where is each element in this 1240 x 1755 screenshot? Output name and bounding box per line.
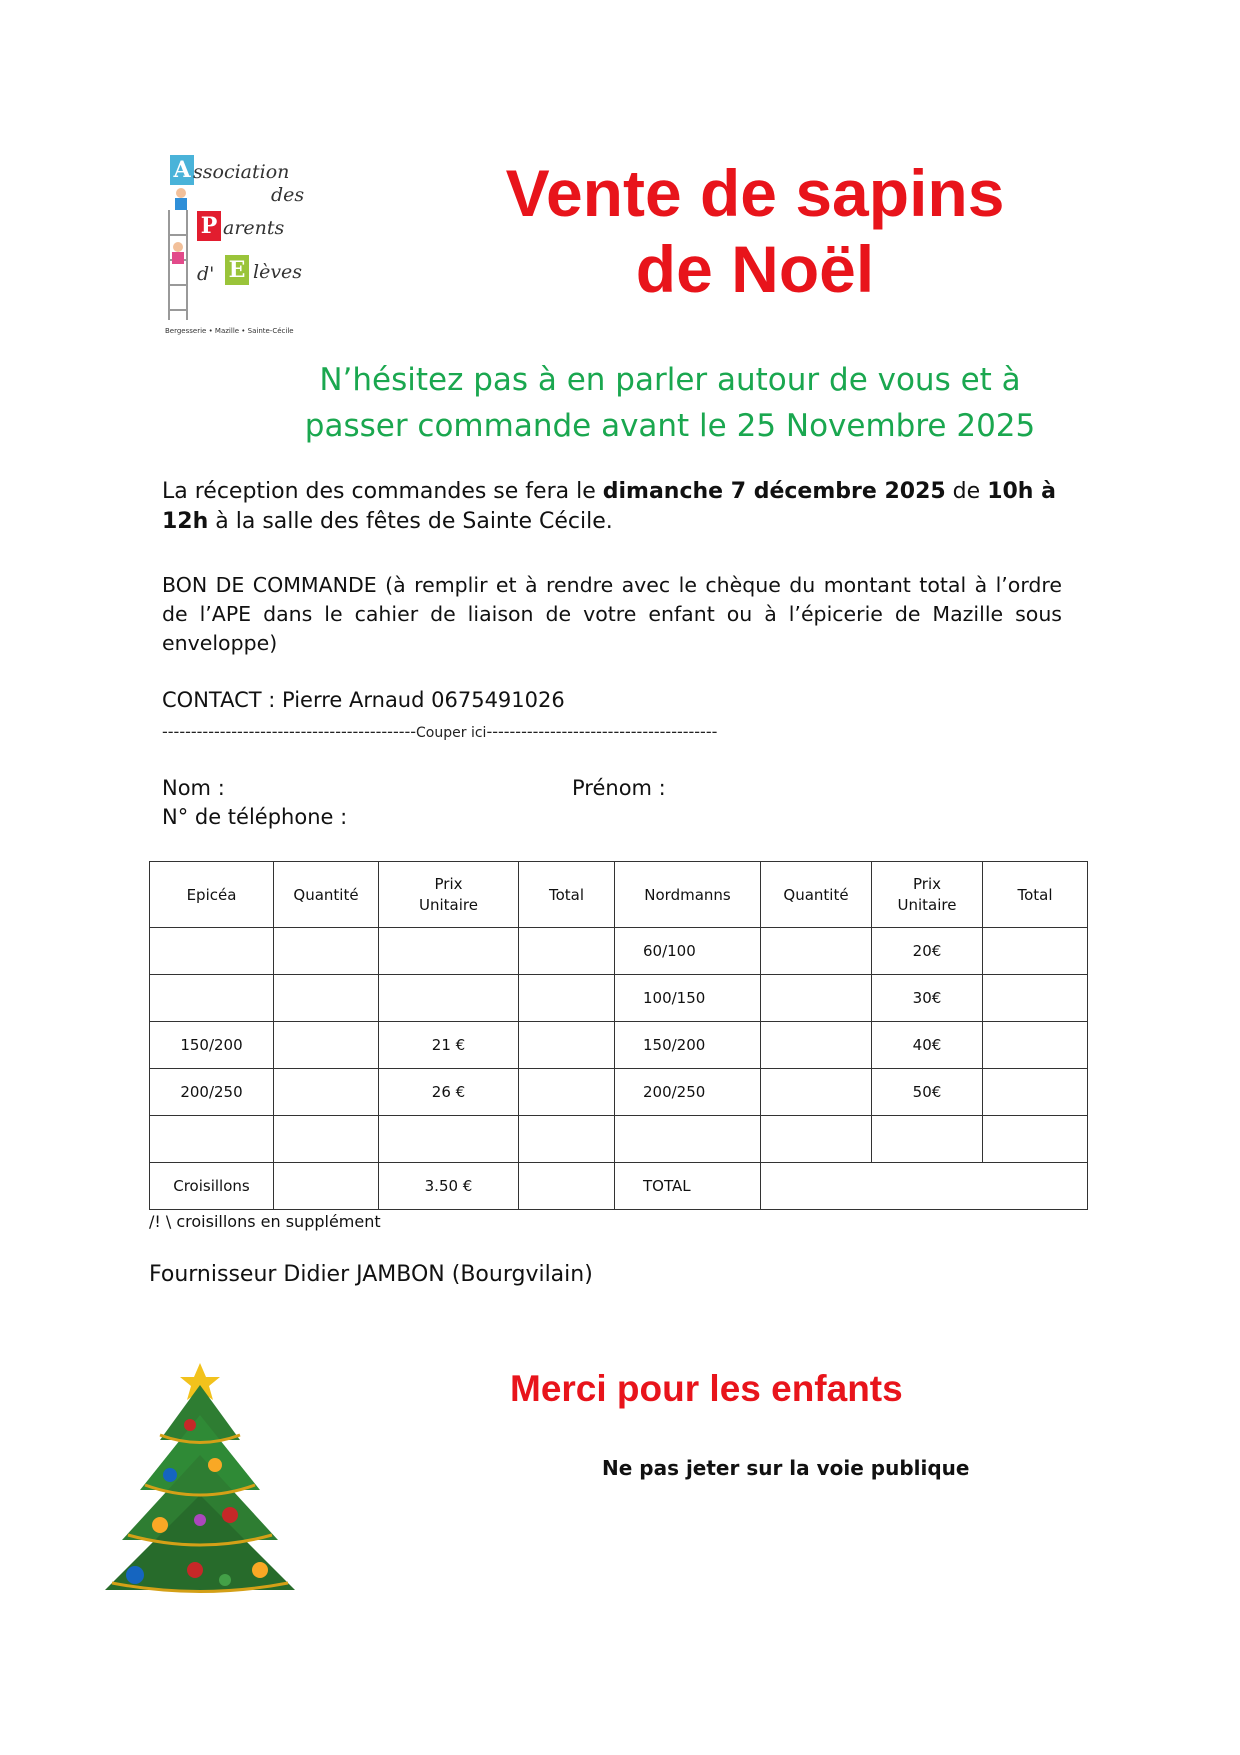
page-title	[430, 155, 1080, 307]
christmas-tree-icon	[100, 1355, 300, 1605]
cell[interactable]	[274, 1163, 379, 1210]
cell[interactable]	[519, 975, 615, 1022]
order-table	[149, 861, 1088, 1210]
cell[interactable]	[615, 1116, 761, 1163]
cell[interactable]	[379, 1116, 519, 1163]
header-cell: Total	[983, 862, 1088, 928]
header-cell: Quantité	[761, 862, 872, 928]
cell[interactable]	[150, 928, 274, 975]
nom-field-label: Nom :	[162, 776, 225, 800]
cell: 40€	[872, 1022, 983, 1069]
cell[interactable]	[983, 1022, 1088, 1069]
cell[interactable]	[379, 975, 519, 1022]
cell[interactable]	[761, 1069, 872, 1116]
cell: 200/250	[150, 1069, 274, 1116]
cell[interactable]	[150, 975, 274, 1022]
reception-text-1: La réception des commandes se fera le	[162, 479, 603, 504]
cell[interactable]	[983, 1116, 1088, 1163]
order-form-instructions: BON DE COMMANDE (à remplir et à rendre avec le chèque du montant total à l’ordre de l’APE dans le cahier de liaison de votre enfant ou à l’épicerie de Mazille sous enveloppe)	[162, 573, 1062, 655]
logo-letter-a: A	[170, 155, 194, 185]
prenom-field-label: Prénom :	[572, 776, 666, 800]
title-line-1: Vente de sapins	[505, 156, 1005, 230]
title-line-2: de Noël	[635, 232, 875, 306]
cell: 30€	[872, 975, 983, 1022]
cell[interactable]	[150, 1116, 274, 1163]
cut-line	[162, 722, 1062, 741]
cell[interactable]	[519, 928, 615, 975]
cell[interactable]	[274, 975, 379, 1022]
cell[interactable]	[519, 1163, 615, 1210]
grand-total-cell[interactable]	[761, 1163, 1088, 1210]
header-cell: Quantité	[274, 862, 379, 928]
cell: 150/200	[615, 1022, 761, 1069]
reception-date: dimanche 7 décembre 2025	[602, 479, 946, 504]
cell[interactable]	[983, 975, 1088, 1022]
subtitle	[270, 357, 1070, 449]
total-label-cell: TOTAL	[615, 1163, 761, 1210]
header-cell: Prix Unitaire	[379, 862, 519, 928]
cell: 150/200	[150, 1022, 274, 1069]
header-cell: Nordmanns	[615, 862, 761, 928]
cell[interactable]	[983, 1069, 1088, 1116]
contact-line: CONTACT : Pierre Arnaud 0675491026	[162, 688, 565, 712]
cell: 3.50 €	[379, 1163, 519, 1210]
cell[interactable]	[761, 975, 872, 1022]
subtitle-line-1: N’hésitez pas à en parler autour de vous et à	[319, 362, 1021, 398]
cell[interactable]	[274, 1022, 379, 1069]
table-row	[150, 928, 1088, 975]
cell[interactable]	[983, 928, 1088, 975]
logo-word-parents: arents	[223, 217, 285, 239]
table-total-row	[150, 1163, 1088, 1210]
cut-label: Couper ici	[416, 725, 487, 741]
cell[interactable]	[761, 928, 872, 975]
logo-word-eleves: lèves	[253, 261, 303, 283]
table-row	[150, 975, 1088, 1022]
cell: 200/250	[615, 1069, 761, 1116]
cell[interactable]	[274, 1069, 379, 1116]
cell: 21 €	[379, 1022, 519, 1069]
merci-heading: Merci pour les enfants	[510, 1368, 903, 1409]
disposal-notice: Ne pas jeter sur la voie publique	[602, 1456, 970, 1480]
subtitle-line-2: passer commande avant le 25 Novembre 2025	[304, 408, 1036, 444]
cell: 60/100	[615, 928, 761, 975]
cell[interactable]	[379, 928, 519, 975]
cell: 100/150	[615, 975, 761, 1022]
cut-dashes-right: ----------------------------------------	[486, 722, 718, 741]
reception-text-3: à la salle des fêtes de Sainte Cécile.	[208, 509, 613, 534]
table-row	[150, 1069, 1088, 1116]
logo-letter-p: P	[197, 211, 221, 241]
logo-word-association: ssociation	[193, 161, 290, 183]
cell[interactable]	[519, 1022, 615, 1069]
cell: 50€	[872, 1069, 983, 1116]
reception-paragraph	[162, 477, 1062, 537]
cell[interactable]	[274, 928, 379, 975]
cell: 20€	[872, 928, 983, 975]
header-cell: Epicéa	[150, 862, 274, 928]
table-row	[150, 1116, 1088, 1163]
logo-footer: Bergesserie • Mazille • Sainte-Cécile	[165, 327, 294, 335]
cell: Croisillons	[150, 1163, 274, 1210]
cell[interactable]	[274, 1116, 379, 1163]
table-row	[150, 1022, 1088, 1069]
cell[interactable]	[519, 1116, 615, 1163]
cell[interactable]	[519, 1069, 615, 1116]
supplier-line: Fournisseur Didier JAMBON (Bourgvilain)	[149, 1262, 593, 1287]
logo-letter-e: E	[225, 255, 249, 285]
cut-dashes-left: --------------------------------------------	[162, 722, 417, 741]
association-logo	[165, 155, 315, 340]
reception-hours: 10h à 12h	[162, 479, 1056, 534]
cell[interactable]	[761, 1022, 872, 1069]
croisillons-note: /! \ croisillons en supplément	[149, 1212, 381, 1231]
cell[interactable]	[761, 1116, 872, 1163]
christmas-tree-image	[100, 1355, 300, 1605]
logo-word-des: des	[271, 184, 305, 206]
header-cell: Prix Unitaire	[872, 862, 983, 928]
header-cell: Total	[519, 862, 615, 928]
table-header-row	[150, 862, 1088, 928]
cell[interactable]	[872, 1116, 983, 1163]
telephone-field-label: N° de téléphone :	[162, 805, 348, 829]
logo-word-d: d'	[197, 263, 215, 285]
reception-text-2: de	[945, 479, 988, 504]
cell: 26 €	[379, 1069, 519, 1116]
